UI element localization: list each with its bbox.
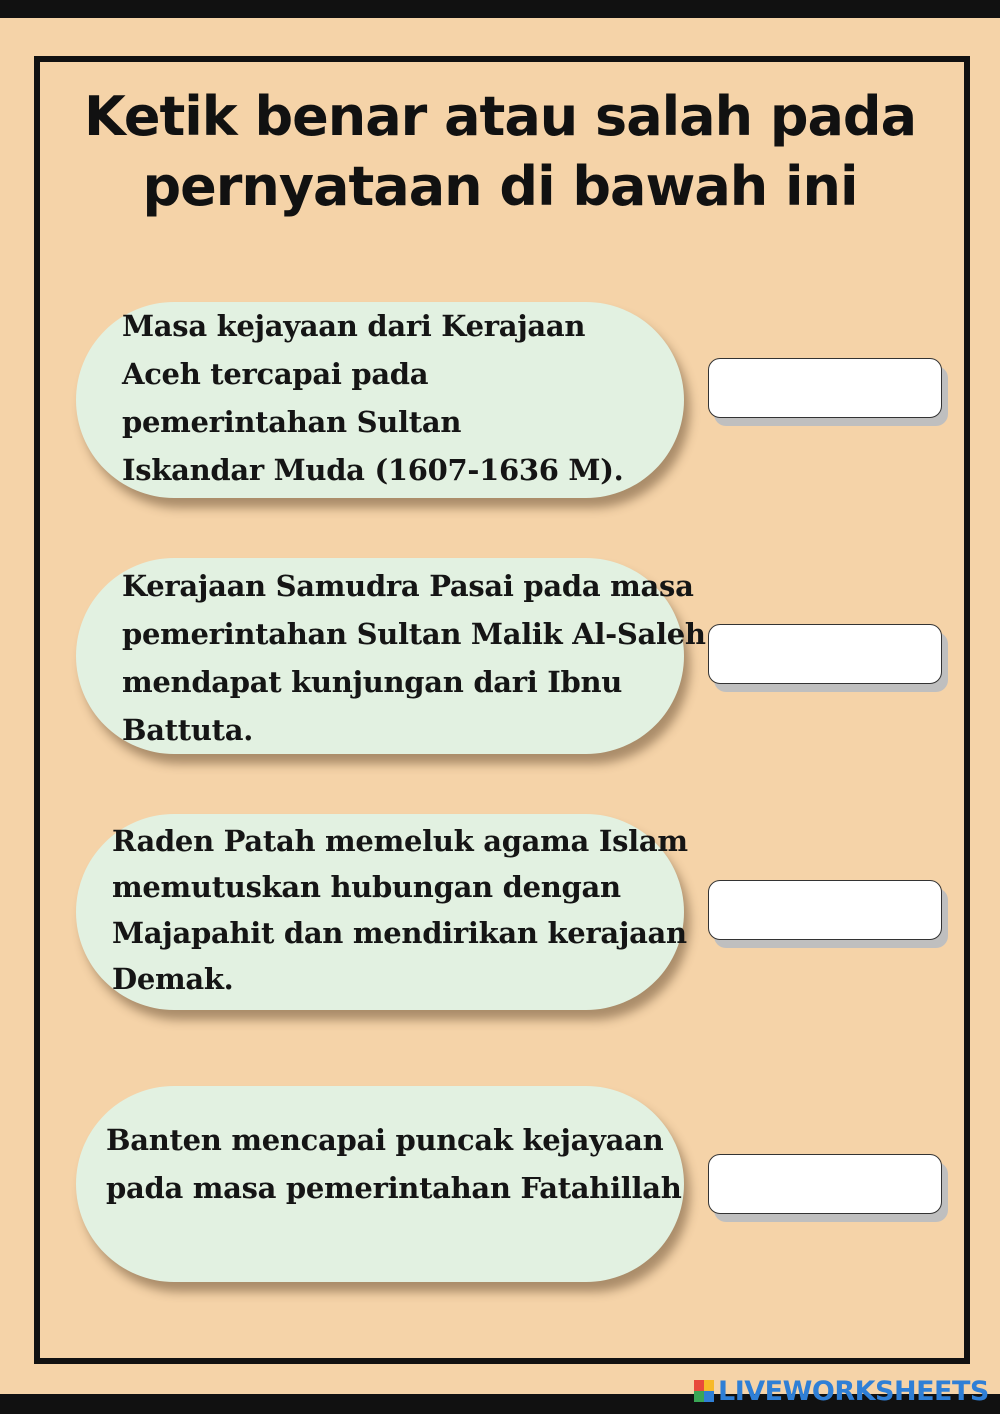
question-1-line-2: Aceh tercapai pada	[122, 357, 429, 391]
question-1-card	[76, 302, 684, 498]
logo-text: LIVEWORKSHEETS	[718, 1375, 989, 1407]
question-2-text	[122, 562, 706, 754]
question-2-card	[76, 558, 706, 754]
title-line-1: Ketik benar atau salah pada	[83, 85, 917, 148]
top-border-bar	[0, 0, 1000, 18]
liveworksheets-logo[interactable]	[694, 1376, 989, 1406]
question-2-line-1: Kerajaan Samudra Pasai pada masa	[122, 569, 694, 603]
question-3-text	[112, 818, 688, 1002]
page-title	[0, 82, 1000, 222]
question-3-line-2: memutuskan hubungan dengan	[112, 870, 621, 904]
answer-3-input[interactable]	[708, 880, 942, 940]
answer-1-input[interactable]	[708, 358, 942, 418]
question-3-line-1: Raden Patah memeluk agama Islam	[112, 824, 688, 858]
answer-4-input[interactable]	[708, 1154, 942, 1214]
liveworksheets-logo-icon	[694, 1380, 714, 1402]
question-3-card	[76, 814, 688, 1010]
question-1-text	[122, 302, 623, 494]
question-1-line-4: Iskandar Muda (1607-1636 M).	[122, 453, 624, 487]
question-4-line-1: Banten mencapai puncak kejayaan	[106, 1123, 664, 1157]
title-line-2: pernyataan di bawah ini	[142, 155, 858, 218]
question-3-line-4: Demak.	[112, 962, 234, 996]
question-4-line-2: pada masa pemerintahan Fatahillah	[106, 1171, 682, 1205]
question-3-line-3: Majapahit dan mendirikan kerajaan	[112, 916, 687, 950]
question-1-line-3: pemerintahan Sultan	[122, 405, 462, 439]
question-2-line-4: Battuta.	[122, 713, 254, 747]
question-1-line-1: Masa kejayaan dari Kerajaan	[122, 309, 586, 343]
question-4-text	[106, 1116, 682, 1212]
question-2-line-3: mendapat kunjungan dari Ibnu	[122, 665, 623, 699]
question-4-card	[76, 1086, 684, 1282]
answer-2-input[interactable]	[708, 624, 942, 684]
question-2-line-2: pemerintahan Sultan Malik Al-Saleh	[122, 617, 706, 651]
